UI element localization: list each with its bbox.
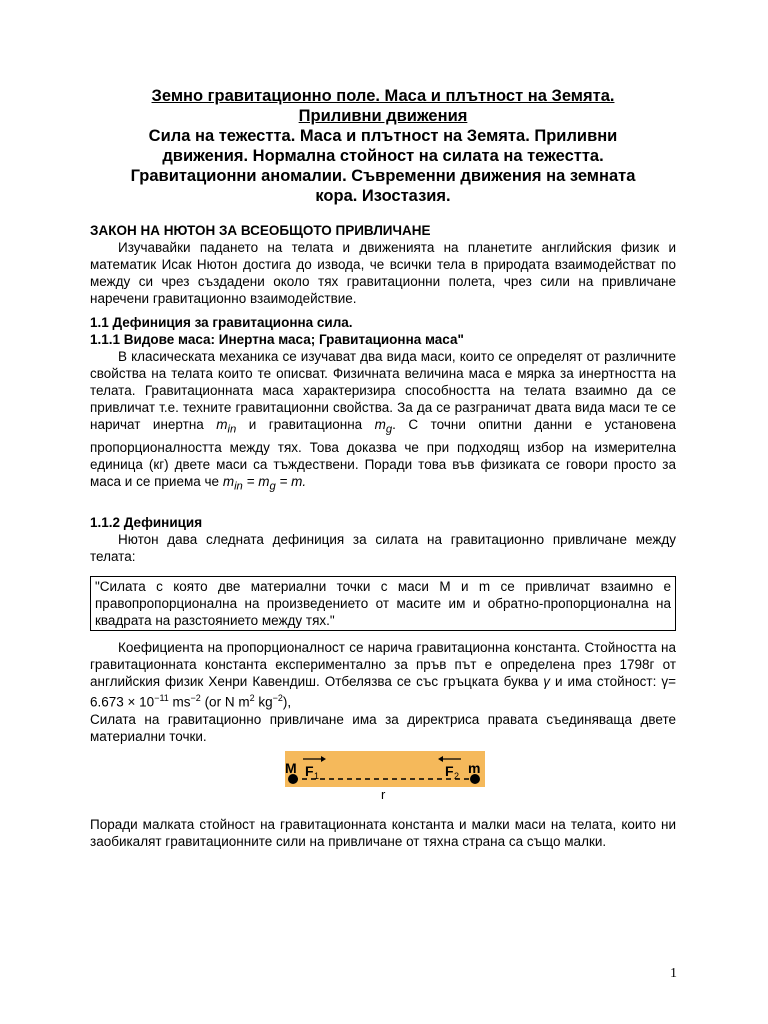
paragraph: Силата на гравитационно привличане има за директриса правата съединяваща двете материални точки. <box>90 711 676 744</box>
force-F1-subscript: 1 <box>314 771 320 781</box>
subsection-heading: 1.1.2 Дефиниция <box>90 515 203 530</box>
section-heading: 1.1 Дефиниция за гравитационна сила. <box>90 315 353 330</box>
title-line: кора. Изостазия. <box>315 187 451 205</box>
diagram-background <box>285 751 485 787</box>
paragraph: Нютон дава следната дефиниция за силата на гравитационно привличане между телата: <box>90 532 676 564</box>
subsection-heading: 1.1.1 Видове маса: Инертна маса; Гравитационна маса" <box>90 332 464 347</box>
title-line: Приливни движения <box>298 107 468 125</box>
page-number: 1 <box>670 966 677 981</box>
paragraph: Изучавайки падането на телата и движенията на планетите английския физик и математик Исак Нютон достига до извода, че всички тела в природата взаимодействат по между си чрез създадени около тях гравитационни полета, чрез сили на привличане наречени гравитационно взаимодействие. <box>90 240 676 306</box>
gamma-symbol: γ <box>543 674 551 689</box>
paragraph: Поради малката стойност на гравитационната константа и малки маси на телата, които ни заобикалят гравитационните сили на привличане от тяхна страна са също малки. <box>90 817 676 849</box>
inertial-mass-symbol: $m_{in}$ <box>216 417 237 436</box>
distance-r-label: r <box>381 787 386 801</box>
gravity-force-diagram <box>285 751 485 801</box>
title-line: движения. Нормална стойност на силата на тежестта. <box>162 147 604 165</box>
force-F2-subscript: 2 <box>454 771 460 781</box>
paragraph: В класическата механика се изучават два вида маси, които се определят от различните свойства на телата които те описват. Физичната величина маса е мярка за инертността на телата. Гравитационната маса характеризира способността на телата взаимно да се привличат т.е. техните гравитационни свойства. За да се разграничат двата вида маси те се наричат инертна $m_{in}$ и гравитационна $m_g$. С точни опитни данни е установена пропорционалността между тях. Това доказва че при подходящ избор на измерителна единица (кг) двете маси са тъждествени. Поради това във физиката се говори просто за маса и се приема че $m_{in} = m_g = m$. <box>90 349 676 493</box>
force-F1-label: F <box>305 763 314 779</box>
title-line: Сила на тежестта. Маса и плътност на Земята. Приливни <box>148 127 618 145</box>
mass-m-label: m <box>468 760 481 776</box>
section-heading: ЗАКОН НА НЮТОН ЗА ВСЕОБЩОТО ПРИВЛИЧАНЕ <box>90 223 431 238</box>
mass-M-label: M <box>285 760 297 776</box>
force-F2-label: F <box>445 763 454 779</box>
paragraph: Коефициента на пропорционалност се нарича гравитационна константа. Стойността на гравитационната константа експериментално за пръв път е определена през 1798г от английския физик Хенри Кавендиш. Отбелязва се със гръцката буква γ и има стойност: $\gamma= 6.673 \times 10^{-11}$ $ms^{-2}$ (or N $m^2$ $kg^{-2}$), <box>90 640 676 710</box>
definition-box: "Силата с която две материални точки с маси M и m се привличат взаимно е правопропорционална на произведението от масите им и обратно-пропорционална на квадрата на разстоянието между тях." <box>90 576 676 631</box>
gravitational-mass-symbol: $m_g$ <box>374 417 393 436</box>
title-line: Земно гравитационно поле. Маса и плътност на Земята. <box>151 87 615 105</box>
title-line: Гравитационни аномалии. Съвременни движения на земната <box>130 167 636 185</box>
document-title <box>90 86 676 206</box>
